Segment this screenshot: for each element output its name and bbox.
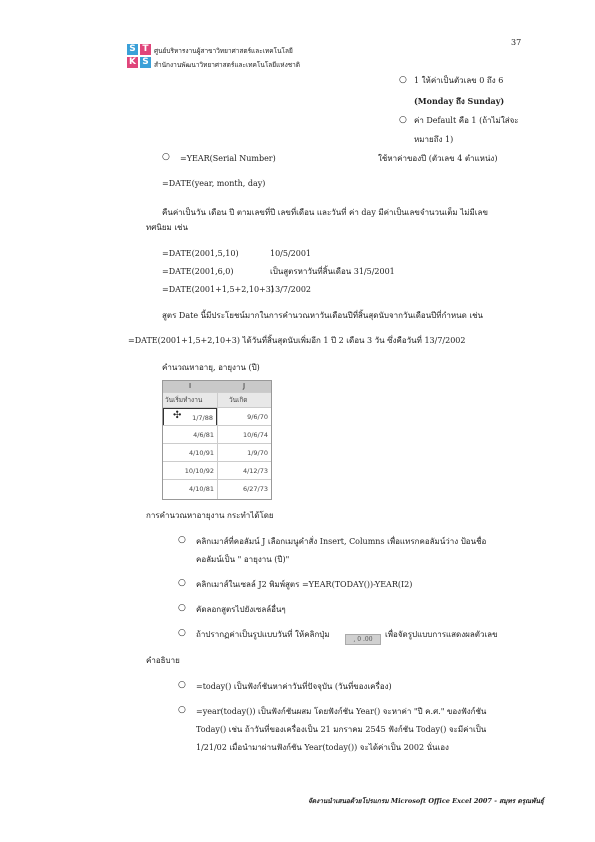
footer: จัดงานนำเสนอด้วยโปรแกรม Microsoft Office Excel 2007 - สมุทร ดรุณพันธุ์ bbox=[308, 797, 544, 805]
step-2-line1: คลิกเมาส์ในเซลล์ J2 พิมพ์สูตร =YEAR(TODAY())-YEAR(I2) bbox=[196, 580, 413, 589]
bullet-icon: ○ bbox=[399, 115, 407, 125]
bullet-icon: ○ bbox=[399, 75, 407, 85]
note-line2: =DATE(2001+1,5+2,10+3) ได้วันที่สิ้นสุดนับเพิ่มอีก 1 ปี 2 เดือน 3 วัน ซึ่งคือวันที่ 13/7/2002 bbox=[128, 336, 466, 345]
explain-2-line1: =year(today()) เป็นฟังก์ชันผสม โดยฟังก์ชัน Year() จะหาค่า "ปี ค.ศ." ของฟังก์ชัน bbox=[196, 707, 487, 716]
example-result-1: 10/5/2001 bbox=[270, 249, 312, 258]
table-cell[interactable]: 4/10/91 bbox=[188, 449, 214, 457]
table-cell[interactable]: 9/6/70 bbox=[247, 413, 268, 421]
table-cell[interactable]: 4/12/73 bbox=[242, 467, 268, 475]
date-desc-line1: คืนค่าเป็นวัน เดือน ปี ตามเลขที่ปี เลขที่เดือน และวันที่ ค่า day มีค่าเป็นเลขจำนวนเต็ม ไม่มีเลข bbox=[162, 208, 488, 217]
logo-line-2: สำนักงานพัฒนาวิทยาศาสตร์และเทคโนโลยีแห่งชาติ bbox=[154, 61, 301, 69]
bullet-icon: ○ bbox=[178, 535, 186, 545]
top-bullet-1-line1: 1 ให้ค่าเป็นตัวเลข 0 ถึง 6 bbox=[414, 76, 504, 85]
bullet-icon: ○ bbox=[178, 680, 186, 690]
table-cell[interactable]: 1/9/70 bbox=[247, 449, 268, 457]
explain-2-line3: 1/21/02 เมื่อนำมาผ่านฟังก์ชัน Year(today()) จะได้ค่าเป็น 2002 นั่นเอง bbox=[196, 743, 449, 752]
note-line1: สูตร Date นี้มีประโยชน์มากในการคำนวณหาวันเดือนปีที่สิ้นสุดนับจากวันเดือนปีที่กำหนด เช่น bbox=[162, 311, 483, 320]
field-header-birth: วันเกิด bbox=[229, 396, 248, 404]
example-result-3: 13/7/2002 bbox=[270, 285, 312, 294]
table-cell[interactable]: 4/10/81 bbox=[188, 485, 214, 493]
comma-style-button-label: , 0 .00 bbox=[345, 634, 381, 645]
logo-tile-s2: S bbox=[140, 57, 151, 68]
bullet-icon: ○ bbox=[178, 628, 186, 638]
steps-heading: การคำนวณหาอายุงาน กระทำได้โดย bbox=[146, 511, 274, 520]
step-1-line1: คลิกเมาส์ที่คอลัมน์ J เลือกเมนูคำสั่ง Insert, Columns เพื่อแทรกคอลัมน์ว่าง ป้อนชื่อ bbox=[196, 537, 487, 546]
bullet-icon: ○ bbox=[178, 578, 186, 588]
date-desc-line2: ทศนิยม เช่น bbox=[146, 223, 188, 232]
field-header-start: วันเริ่มทำงาน bbox=[165, 396, 203, 404]
top-bullet-2-line2: หมายถึง 1) bbox=[414, 135, 454, 144]
comma-style-button-image bbox=[345, 629, 381, 648]
example-formula-1: =DATE(2001,5,10) bbox=[162, 249, 239, 258]
explain-1-line1: =today() เป็นฟังก์ชันหาค่าวันที่ปัจจุบัน (วันที่ของเครื่อง) bbox=[196, 682, 392, 691]
spreadsheet-image bbox=[162, 380, 272, 500]
logo-tile-t: T bbox=[140, 44, 151, 55]
logo-tile-k: K bbox=[127, 57, 138, 68]
bullet-icon: ○ bbox=[162, 152, 170, 162]
column-header-j: J bbox=[217, 381, 271, 392]
date-heading: =DATE(year, month, day) bbox=[162, 179, 266, 188]
bullet-icon: ○ bbox=[178, 705, 186, 715]
example-result-2: เป็นสูตรหาวันที่สิ้นเดือน 31/5/2001 bbox=[270, 267, 395, 276]
column-header-i: I bbox=[163, 381, 218, 392]
table-cell[interactable]: 10/6/74 bbox=[242, 431, 268, 439]
cursor-cross-icon: ✣ bbox=[173, 410, 182, 421]
explain-2-line2: Today() เช่น ถ้าวันที่ของเครื่องเป็น 21 มกราคม 2545 ฟังก์ชัน Today() จะมีค่าเป็น bbox=[196, 725, 487, 734]
step-4-tail: เพื่อจัดรูปแบบการแสดงผลตัวเลข bbox=[385, 630, 498, 639]
top-bullet-1-line2: (Monday ถึง Sunday) bbox=[414, 96, 505, 106]
step-3-line1: คัดลอกสูตรไปยังเซลล์อื่นๆ bbox=[196, 605, 286, 614]
step-4-line1: ถ้าปรากฏค่าเป็นรูปแบบวันที่ ให้คลิกปุ่ม bbox=[196, 630, 330, 639]
table-cell[interactable]: 6/27/73 bbox=[242, 485, 268, 493]
logo-tile-s: S bbox=[127, 44, 138, 55]
table-cell[interactable]: 1/7/88 bbox=[163, 408, 217, 426]
bullet-icon: ○ bbox=[178, 603, 186, 613]
column-divider bbox=[217, 392, 218, 499]
example-formula-3: =DATE(2001+1,5+2,10+3) bbox=[162, 285, 274, 294]
logo-line-1: ศูนย์บริหารงานผู้สาขาวิทยาศาสตร์และเทคโนโลยี bbox=[154, 47, 293, 55]
explain-heading: คำอธิบาย bbox=[146, 656, 180, 665]
year-formula: =YEAR(Serial Number) bbox=[180, 154, 276, 163]
table-cell[interactable]: 10/10/92 bbox=[184, 467, 214, 475]
stks-logo bbox=[127, 32, 153, 70]
step-1-line2: คอลัมน์เป็น " อายุงาน (ปี)" bbox=[196, 555, 290, 564]
year-desc: ใช้หาค่าของปี (ตัวเลข 4 ตำแหน่ง) bbox=[378, 154, 498, 163]
top-bullet-2-line1: ค่า Default คือ 1 (ถ้าไม่ใส่จะ bbox=[414, 116, 519, 125]
example-formula-2: =DATE(2001,6,0) bbox=[162, 267, 234, 276]
page-number: 37 bbox=[511, 38, 522, 47]
calc-heading: คำนวณหาอายุ, อายุงาน (ปี) bbox=[162, 363, 260, 372]
table-cell[interactable]: 4/6/81 bbox=[193, 431, 214, 439]
